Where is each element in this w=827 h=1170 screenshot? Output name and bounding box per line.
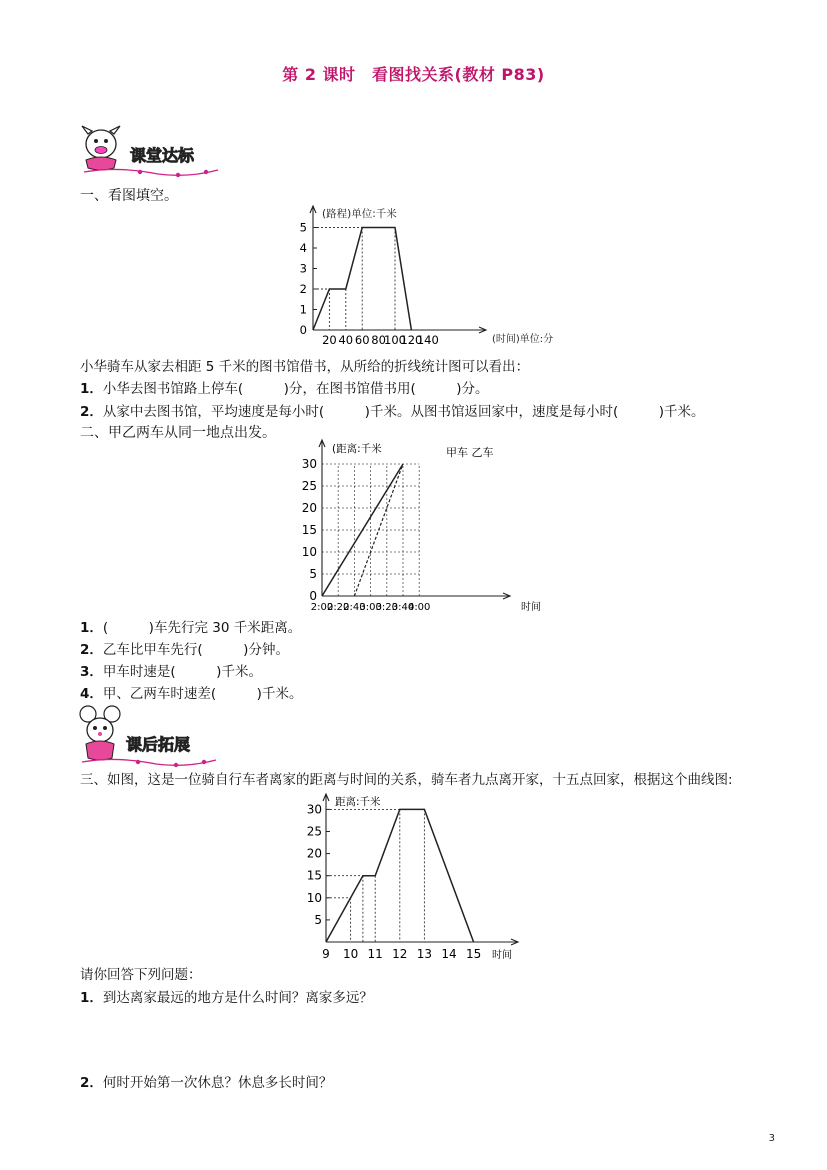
part3-prompt: 请你回答下列问题： bbox=[80, 967, 202, 983]
y-tick-label: 0 bbox=[299, 323, 307, 337]
question-text: 从家中去图书馆，平均速度是每小时( )千米。从图书馆返回家中，速度是每小时( )千米。 bbox=[102, 404, 705, 420]
x-tick-label: 80 bbox=[371, 333, 386, 347]
x-axis-label: 时间 bbox=[492, 950, 512, 961]
cow-mascot-icon bbox=[78, 114, 228, 180]
part1-question-1 bbox=[80, 377, 488, 397]
y-tick-label: 10 bbox=[306, 890, 322, 905]
x-tick-label: 2:40 bbox=[343, 602, 366, 613]
x-tick-label: 3:00 bbox=[359, 602, 382, 613]
series-line-route bbox=[313, 228, 411, 331]
question-number: 2． bbox=[80, 404, 103, 420]
question-number: 2． bbox=[80, 1075, 103, 1091]
x-tick-label: 2:00 bbox=[310, 602, 334, 613]
x-tick-label: 12 bbox=[392, 947, 408, 961]
y-axis-label: (距离:千米 bbox=[332, 443, 382, 455]
y-tick-label: 4 bbox=[299, 241, 307, 255]
question-text: 甲、乙两车时速差( )千米。 bbox=[102, 686, 303, 702]
x-tick-label: 3:40 bbox=[391, 602, 415, 613]
question-number: 3． bbox=[80, 664, 103, 680]
y-tick-label: 30 bbox=[301, 457, 317, 471]
y-tick-label: 30 bbox=[306, 802, 322, 817]
part3-question-2 bbox=[80, 1071, 332, 1091]
x-tick-label: 10 bbox=[342, 947, 359, 961]
part2-question-4 bbox=[80, 682, 302, 702]
part1-question-2 bbox=[80, 400, 704, 420]
question-number: 1． bbox=[80, 990, 103, 1006]
x-tick-label: 15 bbox=[465, 947, 482, 961]
question-text: 乙车比甲车先行( )分钟。 bbox=[102, 642, 289, 658]
y-tick-label: 2 bbox=[299, 282, 307, 296]
part2-question-2 bbox=[80, 638, 289, 658]
question-text: 何时开始第一次休息？休息多长时间？ bbox=[102, 1075, 333, 1091]
y-tick-label: 5 bbox=[314, 912, 322, 927]
y-tick-label: 1 bbox=[299, 302, 307, 317]
part3-heading: 三、如图，这是一位骑自行车者离家的距离与时间的关系，骑车者九点离开家，十五点回家，根据这个曲线图: bbox=[80, 772, 733, 788]
y-tick-label: 25 bbox=[306, 824, 322, 839]
y-axis-label: 距离:千米 bbox=[335, 796, 381, 808]
chart-two-cars bbox=[300, 436, 560, 616]
section-badge-after-class bbox=[76, 702, 226, 772]
x-tick-label: 2:20 bbox=[326, 602, 350, 613]
question-text: ( )车先行完 30 千米距离。 bbox=[102, 620, 302, 636]
y-tick-label: 25 bbox=[301, 479, 317, 493]
chart-route-distance bbox=[296, 198, 596, 353]
question-number: 1． bbox=[80, 381, 103, 397]
x-tick-label: 13 bbox=[416, 947, 433, 961]
x-tick-label: 4:00 bbox=[407, 602, 431, 613]
series-legend-labels: 甲车 乙车 bbox=[446, 446, 494, 459]
part2-question-1 bbox=[80, 616, 301, 636]
x-tick-label: 20 bbox=[322, 333, 337, 347]
y-tick-label: 15 bbox=[301, 523, 317, 537]
part1-heading: 一、看图填空。 bbox=[80, 188, 178, 204]
part1-intro: 小华骑车从家去相距 5 千米的图书馆借书，从所给的折线统计图可以看出： bbox=[80, 359, 530, 375]
page-number: 3 bbox=[768, 1133, 775, 1144]
section-label-in-class: 课堂达标 bbox=[130, 146, 195, 165]
question-number: 1． bbox=[80, 620, 103, 636]
x-tick-label: 14 bbox=[441, 947, 457, 961]
section-label-after-class: 课后拓展 bbox=[126, 735, 191, 754]
y-tick-label: 15 bbox=[306, 868, 322, 883]
y-tick-label: 5 bbox=[309, 567, 317, 581]
x-tick-label: 140 bbox=[416, 333, 439, 347]
part2-heading: 二、甲乙两车从同一地点出发。 bbox=[80, 425, 276, 441]
y-tick-label: 0 bbox=[309, 589, 317, 603]
y-tick-label: 10 bbox=[301, 545, 317, 559]
y-tick-label: 5 bbox=[299, 220, 307, 235]
question-number: 4． bbox=[80, 686, 103, 702]
y-tick-label: 3 bbox=[299, 261, 307, 276]
x-tick-label: 100 bbox=[384, 333, 406, 347]
part2-question-3 bbox=[80, 660, 262, 680]
x-tick-label: 60 bbox=[354, 333, 370, 347]
section-badge-in-class bbox=[78, 114, 228, 180]
question-text: 到达离家最远的地方是什么时间？离家多远？ bbox=[102, 990, 373, 1006]
mouse-mascot-icon bbox=[76, 702, 226, 772]
y-tick-label: 20 bbox=[301, 501, 317, 515]
part3-question-1 bbox=[80, 986, 373, 1006]
y-axis-label: (路程)单位:千米 bbox=[322, 208, 397, 220]
x-tick-label: 120 bbox=[400, 333, 423, 347]
page-title: 第 2 课时 看图找关系(教材 P83) bbox=[282, 65, 545, 84]
chart-cyclist bbox=[296, 786, 526, 966]
x-tick-label: 3:20 bbox=[375, 602, 399, 613]
y-tick-label: 20 bbox=[306, 846, 322, 861]
x-tick-label: 9 bbox=[322, 947, 330, 961]
x-axis-label: (时间)单位:分 bbox=[492, 334, 554, 345]
question-number: 2． bbox=[80, 642, 103, 658]
x-tick-label: 11 bbox=[367, 947, 383, 961]
question-text: 小华去图书馆路上停车( )分，在图书馆借书用( )分。 bbox=[102, 381, 489, 397]
question-text: 甲车时速是( )千米。 bbox=[102, 664, 262, 680]
x-tick-label: 40 bbox=[338, 333, 354, 347]
x-axis-label: 时间 bbox=[521, 602, 541, 613]
